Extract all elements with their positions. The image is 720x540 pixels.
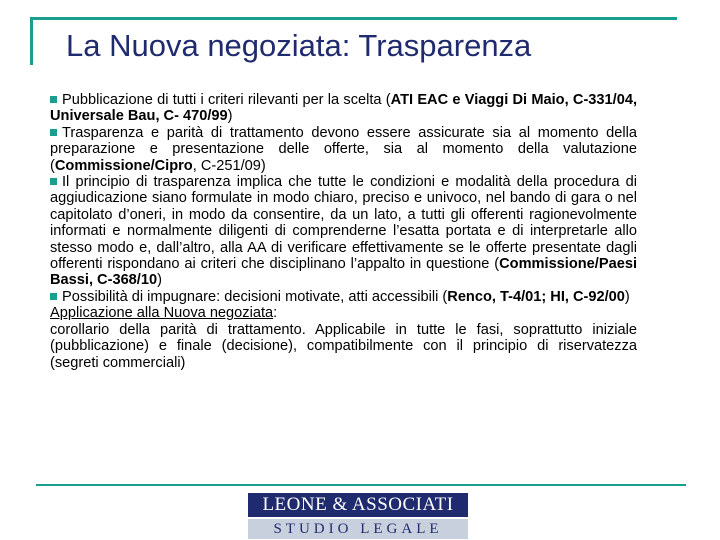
slide-title: La Nuova negoziata: Trasparenza (66, 28, 532, 63)
slide-body (50, 92, 637, 371)
bullet-text-end: ) (227, 108, 233, 125)
bullet-text-end: ) (157, 272, 162, 289)
application-text: corollario della parità di trattamento. Applicabile in tutte le fasi, soprattutto iniziale (pubblicazione) e finale (decisione), compatibilmente con il principio di riservatezza (segreti commerciali) (50, 321, 637, 371)
bullet-item (50, 174, 637, 289)
bullet-citation: Commissione/Paesi Bassi, C-368/10 (50, 256, 637, 289)
logo-subtitle: STUDIO LEGALE (248, 519, 468, 539)
bullet-item (50, 125, 637, 174)
bullet-text: Il principio di trasparenza implica che tutte le condizioni e modalità della procedura di aggiudicazione siano formulate in modo chiaro, preciso e univoco, nel bando di gara o nel capitolato d’oneri, in modo da consentire, da un lato, a tutti gli offerenti ragionevolmente informati e normalmente diligenti di comprenderne l’esatta portata e di interpretarle allo stesso modo e, dall’altro, alla AA di verificare effettivamente se le offerte presentate dagli offerenti rispondano ai criteri che disciplinano l’appalto in questione ( (50, 174, 637, 273)
bullet-text-end: ) (624, 288, 630, 305)
bullet-citation: ATI EAC e Viaggi Di Maio, C-331/04, Universale Bau, C- 470/99 (50, 92, 637, 125)
firm-logo (248, 493, 468, 539)
bullet-citation: Renco, T-4/01; HI, C-92/00 (447, 288, 625, 305)
application-heading: Applicazione alla Nuova negoziata (50, 305, 274, 322)
logo-firm-name: LEONE & ASSOCIATI (248, 493, 468, 517)
bullet-text-end: , C-251/09) (192, 157, 266, 174)
bullet-text: Trasparenza e parità di trattamento devono essere assicurate sia al momento della preparazione e presentazione delle offerte, sia al momento della valutazione ( (50, 124, 637, 174)
square-bullet-icon (50, 178, 57, 185)
bullet-text: Possibilità di impugnare: decisioni motivate, atti accessibili ( (62, 288, 448, 305)
bottom-divider (36, 484, 686, 486)
left-divider (30, 17, 33, 65)
application-heading-line (50, 305, 637, 321)
square-bullet-icon (50, 129, 57, 136)
application-colon: : (273, 305, 278, 322)
bullet-text: Pubblicazione di tutti i criteri rilevanti per la scelta ( (62, 92, 391, 108)
bullet-citation: Commissione/Cipro (54, 157, 193, 174)
bullet-item (50, 289, 637, 305)
square-bullet-icon (50, 293, 57, 300)
top-divider (30, 17, 677, 20)
square-bullet-icon (50, 96, 57, 103)
bullet-item (50, 92, 637, 125)
